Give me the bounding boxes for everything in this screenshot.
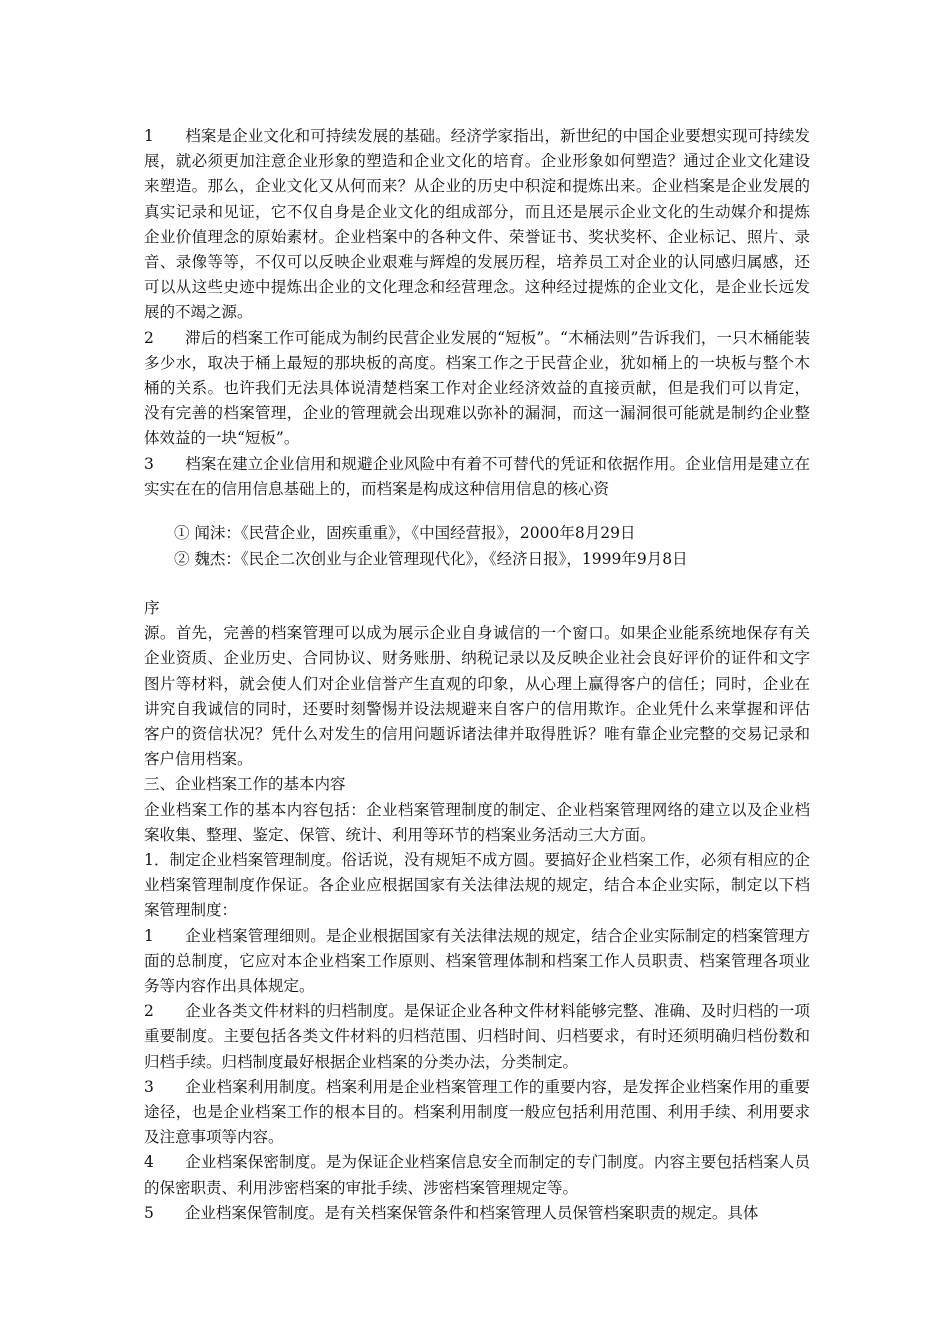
- list-item-2: 2 企业各类文件材料的归档制度。是保证企业各种文件材料能够完整、准确、及时归档的一项重要制度。主要包括各类文件材料的归档范围、归档时间、归档要求，有时还须明确归档份数和归档手续。归档制度最好根据企业档案的分类办法，分类制定。: [144, 1002, 810, 1071]
- footnotes: [174, 520, 814, 572]
- paragraph-3: 3 档案在建立企业信用和规避企业风险中有着不可替代的凭证和依据作用。企业信用是建立在实实在在的信用信息基础上的，而档案是构成这种信用信息的核心资: [144, 454, 810, 498]
- paragraph-2: 2 滞后的档案工作可能成为制约民营企业发展的“短板”。“木桶法则”告诉我们，一只木桶能装多少水，取决于桶上最短的那块板的高度。档案工作之于民营企业，犹如桶上的一块板与整个木桶的关系。也许我们无法具体说清楚档案工作对企业经济效益的直接贡献，但是我们可以肯定，没有完善的档案管理，企业的管理就会出现难以弥补的漏洞，而这一漏洞很可能就是制约企业整体效益的一块“短板”。: [144, 328, 810, 448]
- list-item-3: 3 企业档案利用制度。档案利用是企业档案管理工作的重要内容，是发挥企业档案作用的重要途径，也是企业档案工作的根本目的。档案利用制度一般应包括利用范围、利用手续、利用要求及注意事项等内容。: [144, 1077, 810, 1147]
- paragraph-5: 企业档案工作的基本内容包括：企业档案管理制度的制定、企业档案管理网络的建立以及企业档案收集、整理、鉴定、保管、统计、利用等环节的档案业务活动三大方面。: [144, 800, 810, 844]
- paragraph-6: 1．制定企业档案管理制度。俗话说，没有规矩不成方圆。要搞好企业档案工作，必须有相应的企业档案管理制度作保证。各企业应根据国家有关法律法规的规定，结合本企业实际，制定以下档案管理制度：: [144, 851, 810, 920]
- section-heading: 三、企业档案工作的基本内容: [144, 775, 346, 794]
- body-section-1: [144, 124, 810, 502]
- list-item-1: 1 企业档案管理细则。是企业根据国家有关法律法规的规定，结合企业实际制定的档案管理方面的总制度，它应对本企业档案工作原则、档案管理体制和档案工作人员职责、档案管理各项业务等内容作出具体规定。: [144, 926, 810, 996]
- paragraph-continued-label: 序: [144, 599, 160, 617]
- paragraph-4: 源。首先，完善的档案管理可以成为展示企业自身诚信的一个窗口。如果企业能系统地保存有关企业资质、企业历史、合同协议、财务账册、纳税记录以及反映企业社会良好评价的证件和文字图片等材料，就会使人们对企业信誉产生直观的印象，从心理上赢得客户的信任；同时，企业在讲究自我诚信的同时，还要时刻警惕并设法规避来自客户的信用欺诈。企业凭什么来掌握和评估客户的资信状况？凭什么对发生的信用问题诉诸法律并取得胜诉？唯有靠企业完整的交易记录和客户信用档案。: [144, 624, 810, 769]
- footnote-2: ② 魏杰：《民企二次创业与企业管理现代化》，《经济日报》，1999年9月8日: [174, 550, 688, 568]
- footnote-1: ① 闻沫：《民营企业，固疾重重》，《中国经营报》，2000年8月29日: [174, 524, 636, 542]
- paragraph-1: 1 档案是企业文化和可持续发展的基础。经济学家指出，新世纪的中国企业要想实现可持续发展，就必须更加注意企业形象的塑造和企业文化的培育。企业形象如何塑造？通过企业文化建设来塑造。那么，企业文化又从何而来？从企业的历史中积淀和提炼出来。企业档案是企业发展的真实记录和见证，它不仅自身是企业文化的组成部分，而且还是展示企业文化的生动媒介和提炼企业价值理念的原始素材。企业档案中的各种文件、荣誉证书、奖状奖杯、企业标记、照片、录音、录像等等，不仅可以反映企业艰难与辉煌的发展历程，培养员工对企业的认同感归属感，还可以从这些史迹中提炼出企业的文化理念和经营理念。这种经过提炼的企业文化，是企业长远发展的不竭之源。: [144, 127, 810, 322]
- list-item-4: 4 企业档案保密制度。是为保证企业档案信息安全而制定的专门制度。内容主要包括档案人员的保密职责、利用涉密档案的审批手续、涉密档案管理规定等。: [144, 1153, 810, 1197]
- list-item-5: 5 企业档案保管制度。是有关档案保管条件和档案管理人员保管档案职责的规定。具体: [144, 1203, 759, 1222]
- body-section-2: [144, 596, 810, 1226]
